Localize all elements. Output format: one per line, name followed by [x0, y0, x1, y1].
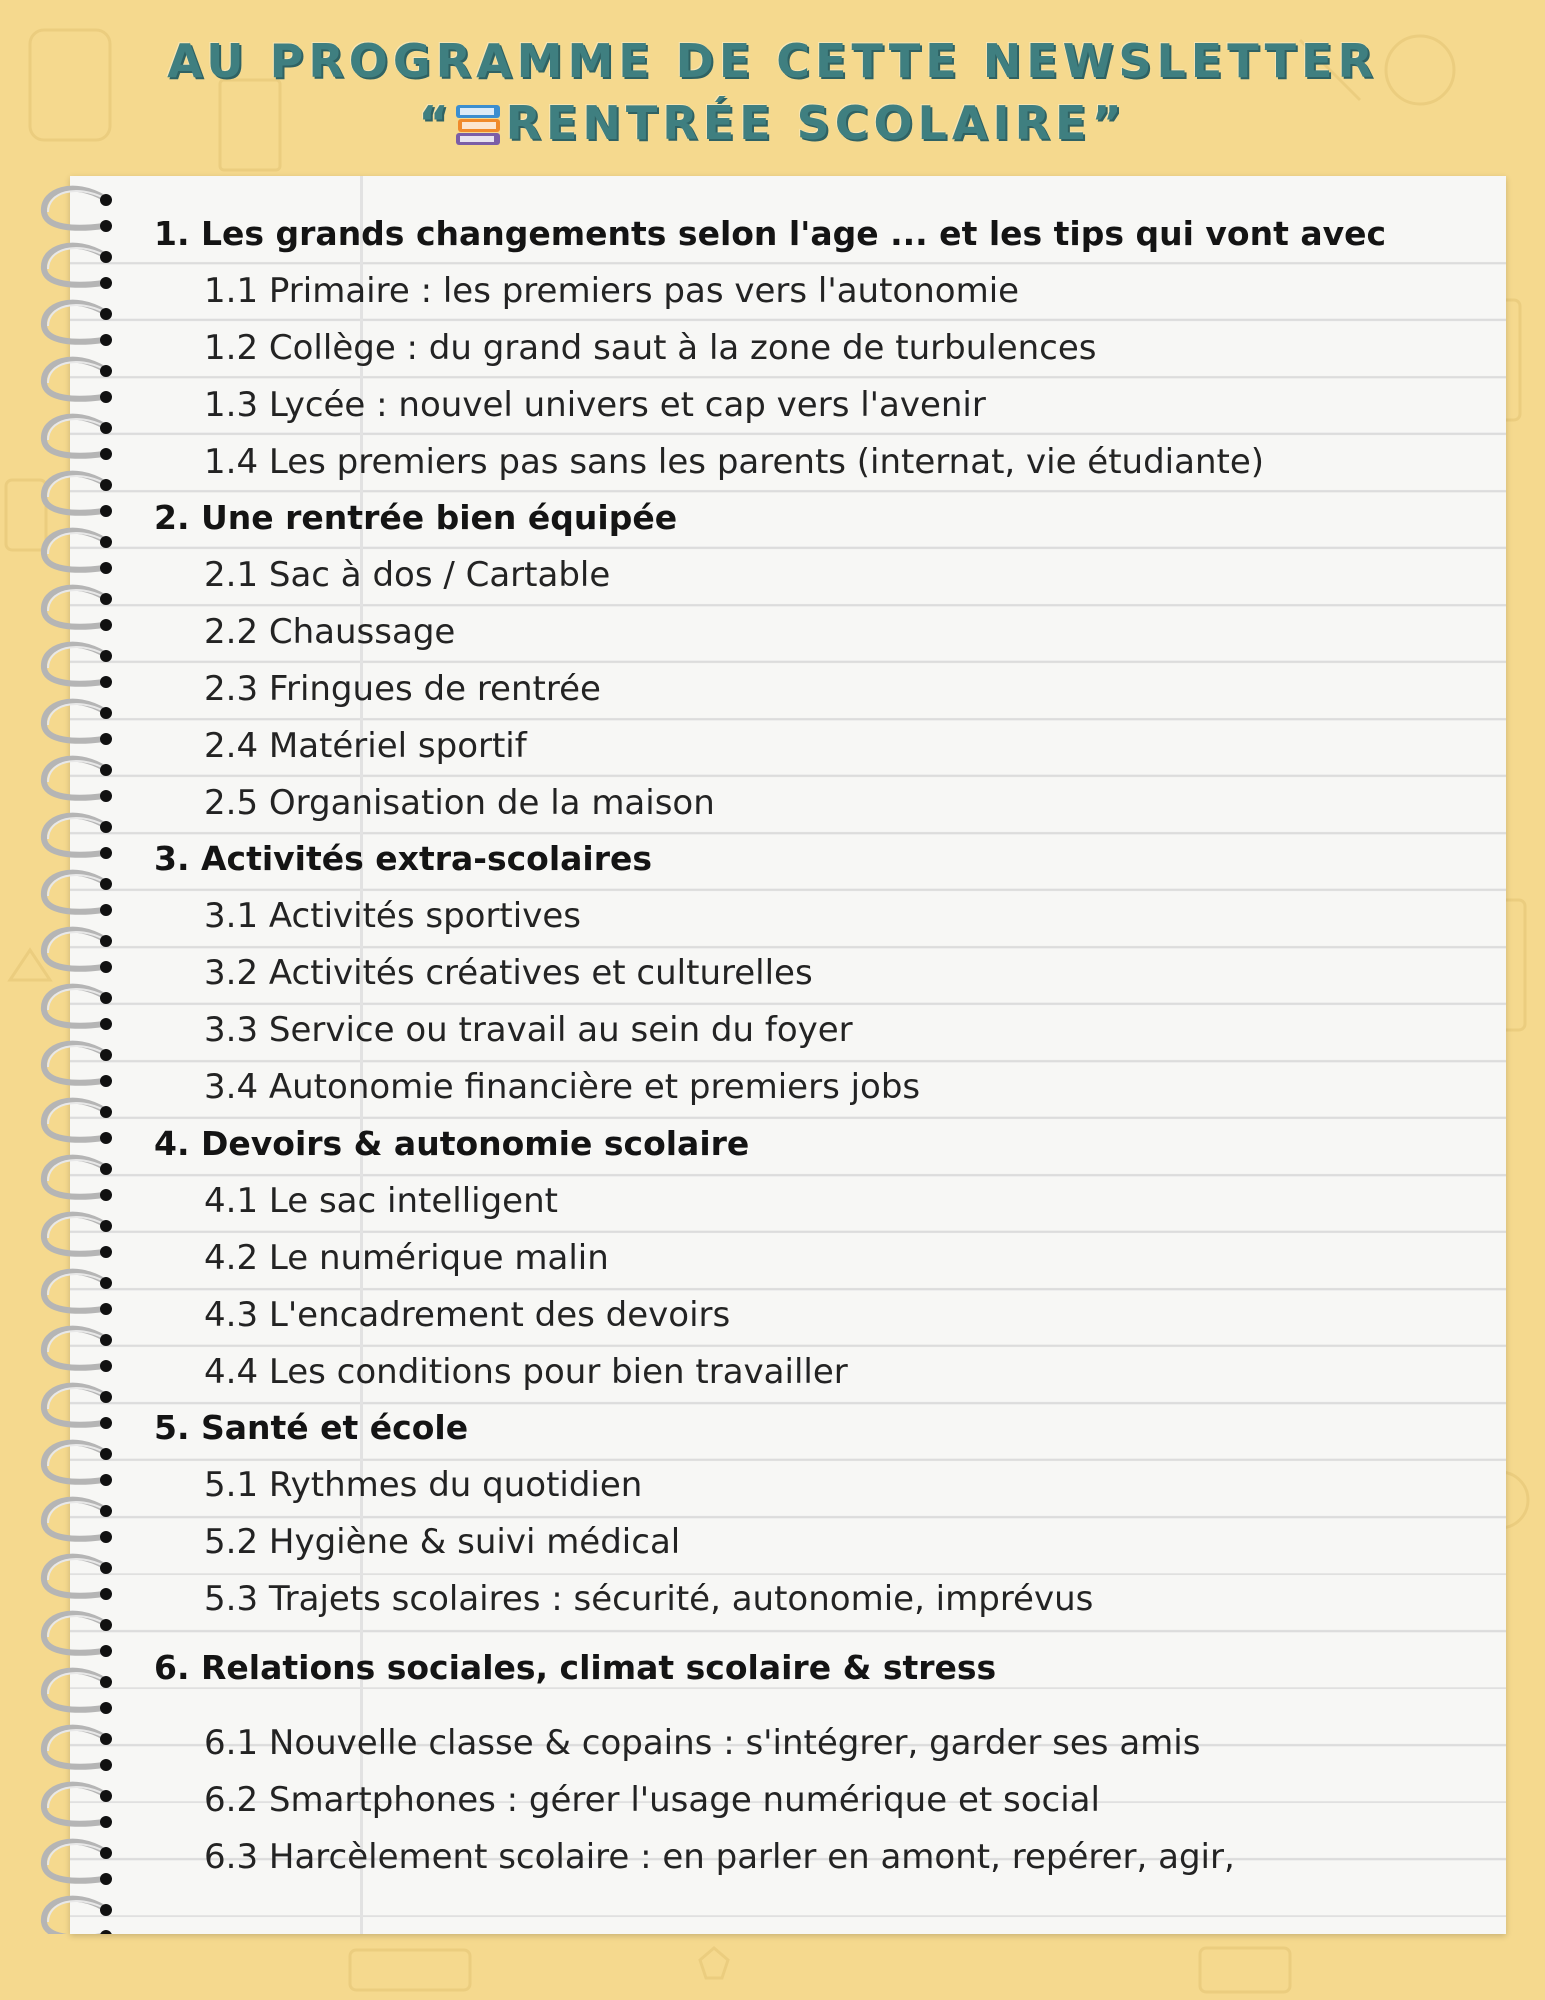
spiral-ring [44, 1557, 112, 1600]
pencil-case-doodle-icon [350, 1950, 470, 1990]
section-item: 2.1 Sac à dos / Cartable [204, 555, 611, 595]
spiral-ring [44, 1500, 112, 1543]
section-item: 1.2 Collège : du grand saut à la zone de turbulences [204, 328, 1097, 368]
section-item: 1.1 Primaire : les premiers pas vers l'autonomie [204, 271, 1020, 311]
section-item: 3.2 Activités créatives et culturelles [204, 953, 813, 993]
spiral-ring [44, 531, 112, 574]
newsletter-header [0, 30, 1545, 154]
header-title-line2 [0, 92, 1545, 154]
section-item: 1.3 Lycée : nouvel univers et cap vers l'avenir [204, 385, 986, 425]
section-title: 6. Relations sociales, climat scolaire & stress [154, 1648, 997, 1687]
spiral-binding [34, 176, 124, 1934]
section-item: 1.4 Les premiers pas sans les parents (internat, vie étudiante) [204, 442, 1265, 482]
spiral-ring [44, 1044, 112, 1087]
section-item: 2.4 Matériel sportif [204, 726, 527, 766]
header-title-line1: AU PROGRAMME DE CETTE NEWSLETTER [167, 34, 1378, 88]
header-title-text: RENTRÉE SCOLAIRE [505, 96, 1092, 150]
spiral-ring [44, 930, 112, 973]
spiral-ring [44, 873, 112, 916]
star-doodle-icon [700, 1948, 728, 1978]
spiral-ring [44, 1386, 112, 1429]
section-item: 2.3 Fringues de rentrée [204, 669, 601, 709]
spiral-ring [44, 1899, 112, 1934]
spiral-ring [44, 474, 112, 517]
section-item: 3.4 Autonomie financière et premiers jobs [204, 1067, 921, 1107]
section-item: 3.3 Service ou travail au sein du foyer [204, 1010, 853, 1050]
section-title: 2. Une rentrée bien équipée [154, 498, 678, 537]
section-item: 4.2 Le numérique malin [204, 1238, 609, 1278]
section-item: 5.1 Rythmes du quotidien [204, 1465, 643, 1505]
section-item: 6.1 Nouvelle classe & copains : s'intégrer, garder ses amis [204, 1723, 1201, 1763]
spiral-ring [44, 246, 112, 289]
spiral-ring [44, 1272, 112, 1315]
section-item: 4.3 L'encadrement des devoirs [204, 1295, 731, 1335]
spiral-ring [44, 702, 112, 745]
spiral-ring [44, 189, 112, 232]
header-quote-close: ” [1091, 96, 1127, 150]
section-item: 6.3 Harcèlement scolaire : en parler en amont, repérer, agir, [204, 1837, 1235, 1877]
spiral-ring [44, 303, 112, 346]
section-item: 4.1 Le sac intelligent [204, 1181, 558, 1221]
spiral-ring [44, 1728, 112, 1771]
spiral-ring [44, 417, 112, 460]
spiral-ring [44, 816, 112, 859]
section-item: 5.3 Trajets scolaires : sécurité, autonomie, imprévus [204, 1579, 1094, 1619]
book-doodle-icon [1200, 1948, 1290, 1992]
section-item: 2.5 Organisation de la maison [204, 783, 715, 823]
header-quote-open: “ [418, 96, 454, 150]
spiral-ring [44, 759, 112, 802]
section-title: 3. Activités extra-scolaires [154, 839, 653, 878]
spiral-ring [44, 1101, 112, 1144]
spiral-ring [44, 987, 112, 1030]
spiral-ring [44, 588, 112, 631]
spiral-ring [44, 1671, 112, 1714]
spiral-ring [44, 1443, 112, 1486]
spiral-ring [44, 645, 112, 688]
section-title: 4. Devoirs & autonomie scolaire [154, 1124, 750, 1163]
section-item: 4.4 Les conditions pour bien travailler [204, 1352, 848, 1392]
spiral-ring [44, 1785, 112, 1828]
books-icon [454, 97, 502, 147]
section-item: 5.2 Hygiène & suivi médical [204, 1522, 681, 1562]
section-item: 6.2 Smartphones : gérer l'usage numérique et social [204, 1780, 1100, 1820]
spiral-ring [44, 1329, 112, 1372]
spiral-ring [44, 1842, 112, 1885]
spiral-ring [44, 360, 112, 403]
spiral-ring [44, 1158, 112, 1201]
section-item: 2.2 Chaussage [204, 612, 456, 652]
section-title: 5. Santé et école [154, 1408, 469, 1447]
spiral-ring [44, 1215, 112, 1258]
section-title: 1. Les grands changements selon l'age ... et les tips qui vont avec [154, 214, 1387, 253]
section-item: 3.1 Activités sportives [204, 896, 581, 936]
spiral-ring [44, 1614, 112, 1657]
